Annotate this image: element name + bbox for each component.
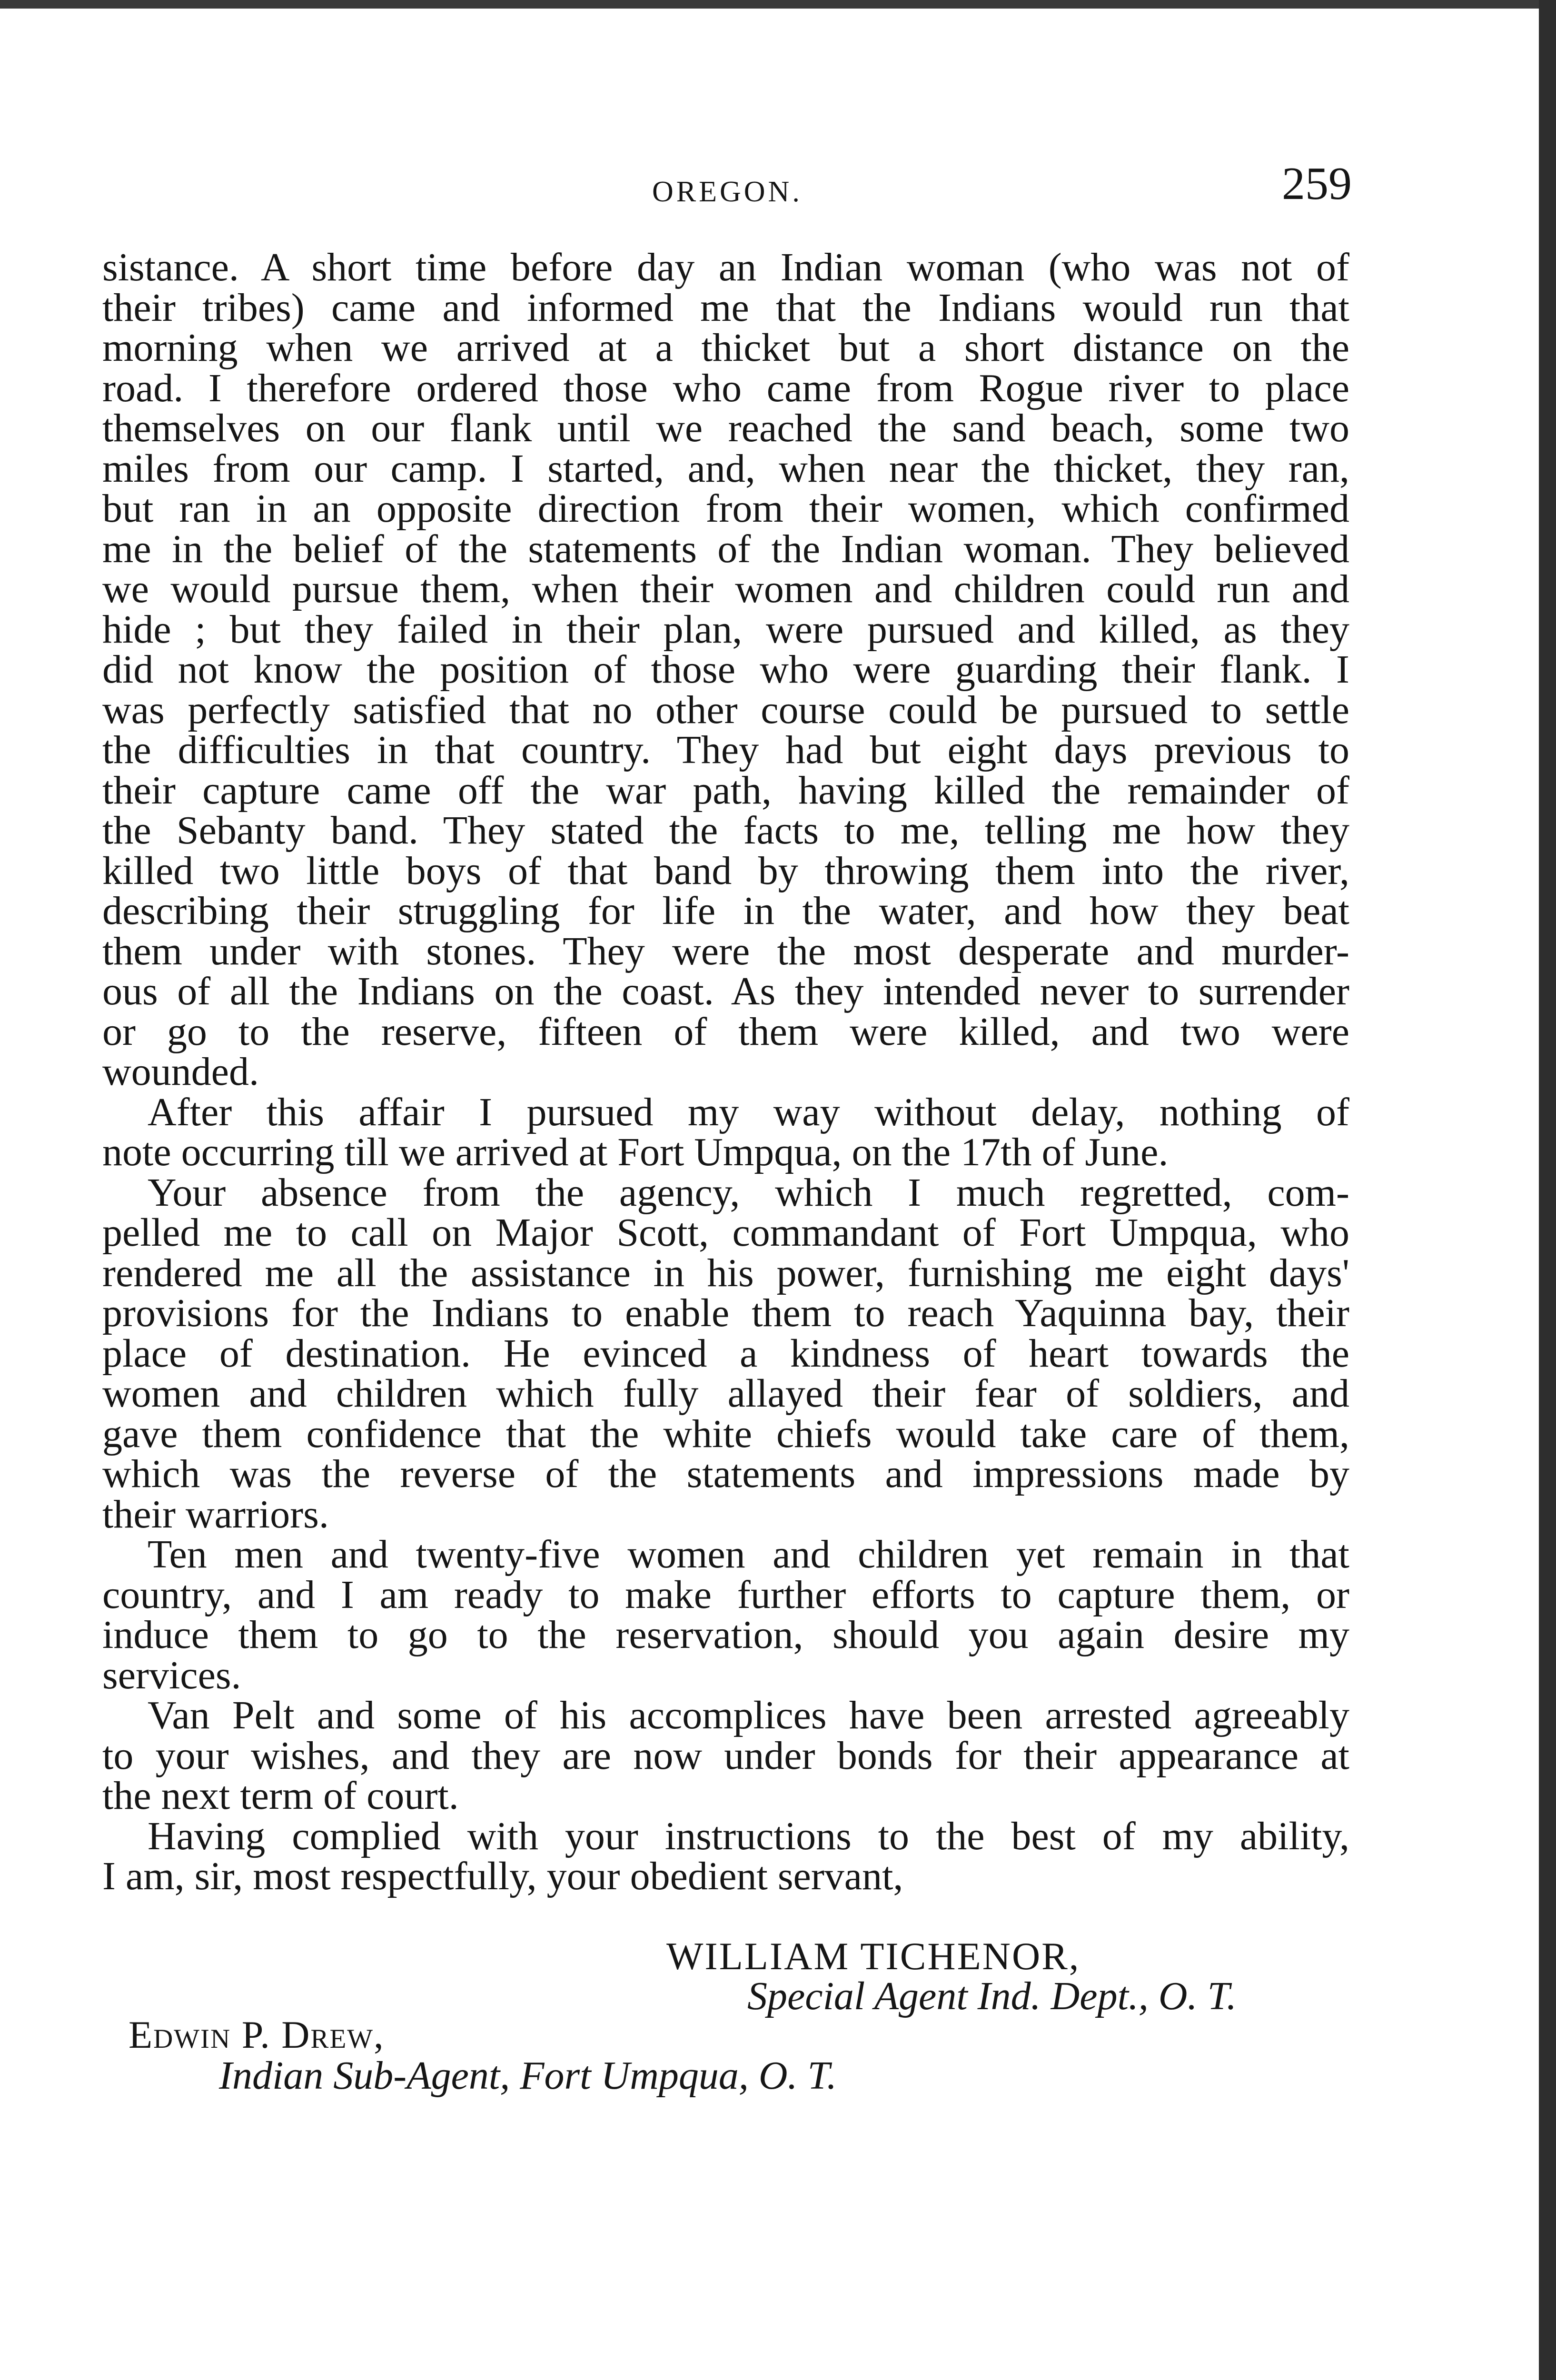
text-line: Van Pelt and some of his accomplices have been arrested agreeably (148, 1693, 1349, 1737)
text-line: ous of all the Indians on the coast. As they intended never to surrender (102, 969, 1349, 1013)
text-line: their capture came off the war path, having killed the remainder of (102, 768, 1349, 813)
text-line: but ran in an opposite direction from their women, which confirmed (102, 486, 1349, 531)
text-line: Ten men and twenty-five women and children yet remain in that (148, 1532, 1349, 1577)
text-line: provisions for the Indians to enable them to reach Yaquinna bay, their (102, 1291, 1349, 1335)
text-line: road. I therefore ordered those who came from Rogue river to place (102, 366, 1349, 410)
page-header (100, 157, 1352, 214)
text-line: women and children which fully allayed their fear of soldiers, and (102, 1371, 1349, 1416)
text-line: country, and I am ready to make further efforts to capture them, or (102, 1572, 1349, 1617)
text-line: pelled me to call on Major Scott, commandant of Fort Umpqua, who (102, 1210, 1349, 1255)
text-line: did not know the position of those who were guarding their flank. I (102, 647, 1349, 692)
text-line: me in the belief of the statements of the Indian woman. They believed (102, 526, 1349, 571)
text-line: their tribes) came and informed me that the Indians would run that (102, 285, 1349, 330)
text-line: Your absence from the agency, which I much regretted, com- (148, 1170, 1349, 1215)
text-line: services. (102, 1653, 241, 1697)
text-line: killed two little boys of that band by throwing them into the river, (102, 848, 1349, 893)
text-line: their warriors. (102, 1492, 329, 1537)
text-line: place of destination. He evinced a kindness of heart towards the (102, 1331, 1349, 1376)
text-line: to your wishes, and they are now under bonds for their appearance at (102, 1733, 1349, 1778)
text-line: which was the reverse of the statements and impressions made by (102, 1452, 1349, 1496)
text-line: the next term of court. (102, 1774, 459, 1818)
addressee-title: Indian Sub-Agent, Fort Umpqua, O. T. (219, 2053, 837, 2098)
text-line: themselves on our flank until we reached the sand beach, some two (102, 406, 1349, 450)
text-line: I am, sir, most respectfully, your obedient servant, (102, 1854, 903, 1898)
text-line: wounded. (102, 1050, 259, 1094)
text-line: gave them confidence that the white chiefs would take care of them, (102, 1411, 1349, 1456)
body-text (102, 245, 1349, 1898)
text-line: Having complied with your instructions to the best of my ability, (148, 1814, 1349, 1858)
text-line: morning when we arrived at a thicket but a short distance on the (102, 326, 1349, 370)
text-line: rendered me all the assistance in his power, furnishing me eight days' (102, 1250, 1349, 1295)
addressee-name: Edwin P. Drew, (129, 2013, 385, 2056)
text-line: hide ; but they failed in their plan, were pursued and killed, as they (102, 607, 1349, 652)
text-line: we would pursue them, when their women and children could run and (102, 567, 1349, 611)
signatory-name: WILLIAM TICHENOR, (666, 1934, 1080, 1978)
text-line: them under with stones. They were the most desperate and murder- (102, 929, 1349, 973)
text-line: After this affair I pursued my way without delay, nothing of (148, 1090, 1349, 1134)
text-line: note occurring till we arrived at Fort Umpqua, on the 17th of June. (102, 1130, 1169, 1174)
text-line: induce them to go to the reservation, should you again desire my (102, 1613, 1349, 1657)
signatory-title: Special Agent Ind. Dept., O. T. (747, 1974, 1237, 2018)
text-line: miles from our camp. I started, and, when near the thicket, they ran, (102, 446, 1349, 491)
signature-block (666, 1936, 1347, 2016)
running-head: OREGON. (652, 176, 803, 208)
text-line: was perfectly satisfied that no other course could be pursued to settle (102, 687, 1349, 732)
scan-edge-top (0, 0, 1556, 9)
scan-edge-right (1539, 0, 1556, 2380)
page-number: 259 (1282, 158, 1352, 209)
text-line: the Sebanty band. They stated the facts to me, telling me how they (102, 808, 1349, 853)
text-line: sistance. A short time before day an Indian woman (who was not of (102, 245, 1349, 289)
text-line: the difficulties in that country. They had but eight days previous to (102, 728, 1349, 772)
addressee-block (129, 2014, 1080, 2096)
text-line: describing their struggling for life in the water, and how they beat (102, 889, 1349, 933)
text-line: or go to the reserve, fifteen of them were killed, and two were (102, 1009, 1349, 1054)
